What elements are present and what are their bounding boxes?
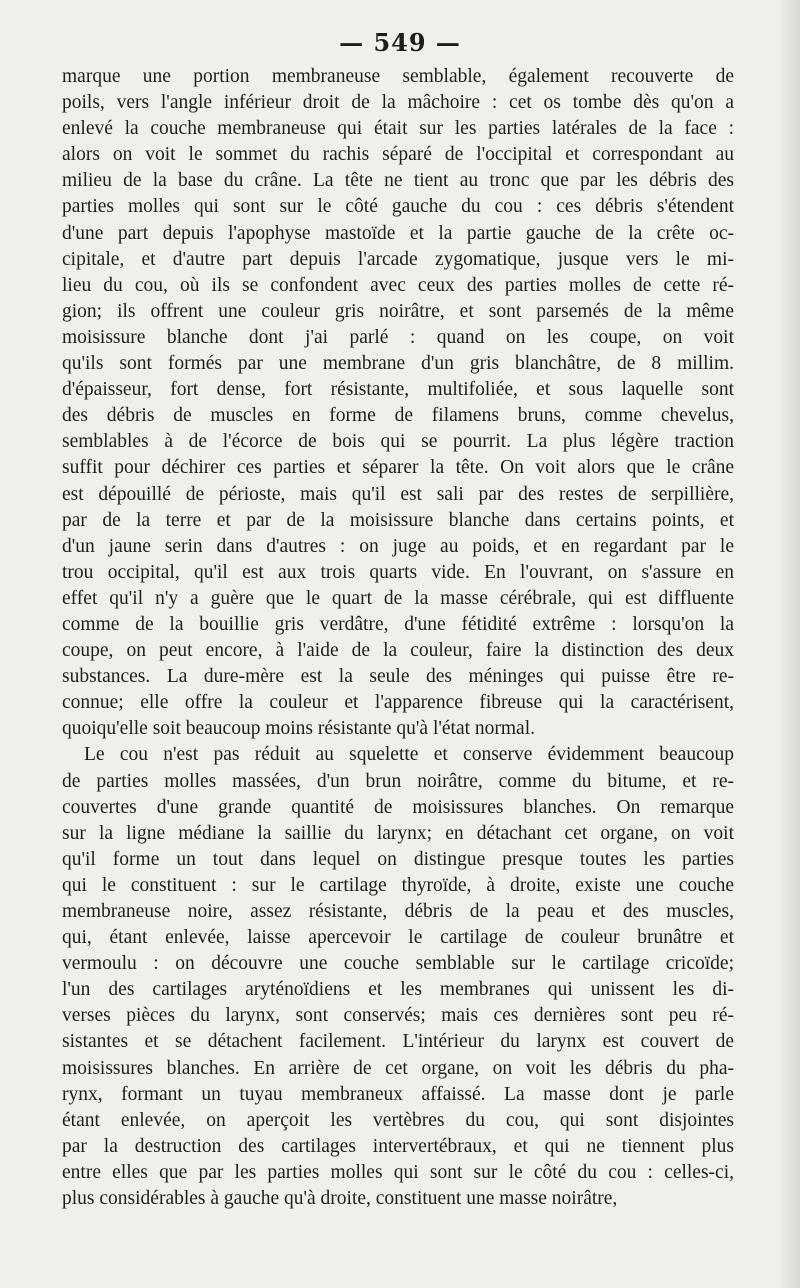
text-line: semblables à de l'écorce de bois qui se pourrit. La plus légère traction (62, 431, 734, 453)
page-number: — 549 — (339, 28, 461, 57)
text-line: sistantes et se détachent facilement. L'intérieur du larynx est couvert de (62, 1031, 734, 1053)
text-line: d'un jaune serin dans d'autres : on juge au poids, et en regardant par le (62, 535, 734, 557)
text-line: qu'ils sont formés par une membrane d'un gris blanchâtre, de 8 millim. (62, 353, 734, 375)
text-line: étant enlevée, on aperçoit les vertèbres du cou, qui sont disjointes (62, 1109, 734, 1131)
text-line: qu'il forme un tout dans lequel on distingue presque toutes les parties (62, 848, 734, 870)
text-line: parties molles qui sont sur le côté gauche du cou : ces débris s'étendent (62, 196, 734, 218)
text-line: moisissure blanche dont j'ai parlé : quand on les coupe, on voit (62, 326, 734, 348)
text-line: quoiqu'elle soit beaucoup moins résistante qu'à l'état normal. (62, 718, 536, 740)
text-line: rynx, formant un tuyau membraneux affaissé. La masse dont je parle (62, 1083, 734, 1105)
text-line: trou occipital, qu'il est aux trois quarts vide. En l'ouvrant, on s'assure en (62, 561, 734, 583)
text-line: Le cou n'est pas réduit au squelette et conserve évidemment beaucoup (84, 744, 734, 766)
text-line: comme de la bouillie gris verdâtre, d'une fétidité extrême : lorsqu'on la (62, 613, 734, 635)
text-line: lieu du cou, où ils se confondent avec ceux des parties molles de cette ré- (62, 274, 734, 296)
text-line: cipitale, et d'autre part depuis l'arcade zygomatique, jusque vers le mi- (62, 248, 734, 270)
text-line: par la destruction des cartilages intervertébraux, et qui ne tiennent plus (62, 1135, 734, 1157)
page-edge-shadow (778, 0, 800, 1288)
body-text (62, 64, 734, 1212)
text-line: des débris de muscles en forme de filamens bruns, comme chevelus, (62, 405, 734, 427)
text-line: de parties molles massées, d'un brun noirâtre, comme du bitume, et re- (62, 770, 734, 792)
text-line: d'une part depuis l'apophyse mastoïde et la partie gauche de la crête oc- (62, 222, 734, 244)
text-line: entre elles que par les parties molles qui sont sur le côté du cou : celles-ci, (62, 1161, 734, 1183)
text-line: d'épaisseur, fort dense, fort résistante, multifoliée, et sous laquelle sont (62, 379, 734, 401)
text-line: milieu de la base du crâne. La tête ne tient au tronc que par les débris des (62, 170, 734, 192)
text-line: substances. La dure-mère est la seule des méninges qui puisse être re- (62, 666, 734, 688)
text-line: qui, étant enlevée, laisse apercevoir le cartilage de couleur brunâtre et (62, 927, 734, 949)
text-line: couvertes d'une grande quantité de moisissures blanches. On remarque (62, 796, 734, 818)
text-line: marque une portion membraneuse semblable, également recouverte de (62, 66, 734, 87)
text-line: suffit pour déchirer ces parties et séparer la tête. On voit alors que le crâne (62, 457, 734, 479)
text-line: connue; elle offre la couleur et l'apparence fibreuse qui la caractérisent, (62, 692, 734, 714)
text-line: plus considérables à gauche qu'à droite, constituent une masse noirâtre, (62, 1188, 618, 1210)
text-line: est dépouillé de périoste, mais qu'il est sali par des restes de serpillière, (62, 483, 734, 505)
text-line: gion; ils offrent une couleur gris noirâtre, et sont parsemés de la même (62, 300, 734, 322)
text-line: sur la ligne médiane la saillie du larynx; en détachant cet organe, on voit (62, 822, 734, 844)
text-line: alors on voit le sommet du rachis séparé de l'occipital et correspondant au (62, 144, 734, 166)
text-line: membraneuse noire, assez résistante, débris de la peau et des muscles, (62, 901, 734, 922)
text-line: coupe, on peut encore, à l'aide de la couleur, faire la distinction des deux (62, 640, 734, 662)
text-line: par de la terre et par de la moisissure blanche dans certains points, et (62, 509, 734, 531)
text-line: l'un des cartilages aryténoïdiens et les membranes qui unissent les di- (62, 979, 734, 1001)
text-line: poils, vers l'angle inférieur droit de la mâchoire : cet os tombe dès qu'on a (62, 92, 734, 114)
text-line: verses pièces du larynx, sont conservés; mais ces dernières sont peu ré- (62, 1005, 734, 1027)
text-line: moisissures blanches. En arrière de cet organe, on voit les débris du pha- (62, 1057, 734, 1079)
text-line: vermoulu : on découvre une couche semblable sur le cartilage cricoïde; (62, 953, 734, 975)
text-line: qui le constituent : sur le cartilage thyroïde, à droite, existe une couche (62, 874, 734, 896)
text-line: enlevé la couche membraneuse qui était sur les parties latérales de la face : (62, 118, 734, 140)
text-line: effet qu'il n'y a guère que le quart de la masse cérébrale, qui est diffluente (62, 587, 734, 609)
